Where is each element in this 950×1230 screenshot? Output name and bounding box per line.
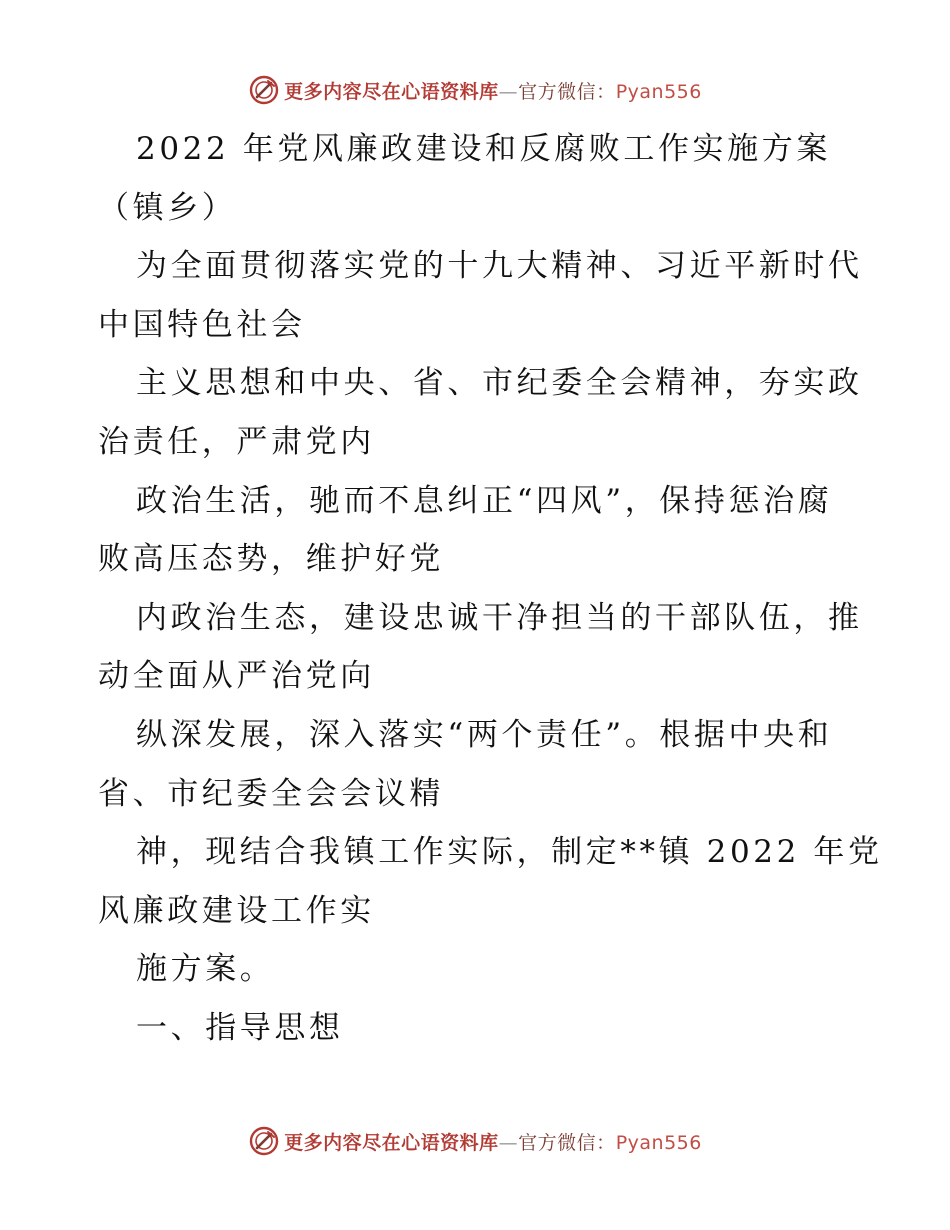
doc-line: 治责任，严肃党内: [98, 423, 375, 460]
doc-line: 政治生活，驰而不息纠正“四风”，保持惩治腐: [136, 482, 833, 519]
doc-title-line: 2022 年党风廉政建设和反腐败工作实施方案: [136, 131, 831, 167]
banner-dash: —: [498, 80, 519, 103]
doc-line: 风廉政建设工作实: [98, 892, 375, 929]
doc-line: 为全面贯彻落实党的十九大精神、习近平新时代: [136, 248, 863, 285]
doc-line: 施方案。: [136, 951, 275, 988]
banner-brand-text: 更多内容尽在心语资料库: [284, 80, 499, 103]
section-heading: 一、指导思想: [136, 1009, 344, 1046]
doc-line: （镇乡）: [98, 189, 237, 226]
stamp-logo-icon: [248, 1125, 280, 1157]
doc-line: 动全面从严治党向: [98, 658, 375, 695]
doc-line: 纵深发展，深入落实“两个责任”。根据中央和: [136, 716, 833, 753]
header-watermark-banner: [0, 70, 950, 110]
banner-wechat-label: 官方微信：: [518, 1131, 616, 1154]
stamp-logo-icon: [248, 74, 280, 106]
doc-line: 中国特色社会: [98, 306, 306, 343]
footer-watermark-banner: [0, 1121, 950, 1161]
doc-line: 主义思想和中央、省、市纪委全会精神，夯实政: [136, 365, 863, 402]
banner-wechat-id: Pyan556: [615, 80, 702, 103]
doc-line: 神，现结合我镇工作实际，制定**镇 2022 年党: [136, 834, 883, 871]
doc-line: 内政治生态，建设忠诚干净担当的干部队伍，推: [136, 599, 863, 636]
banner-dash: —: [498, 1131, 519, 1154]
banner-wechat-label: 官方微信：: [518, 80, 616, 103]
banner-wechat-id: Pyan556: [615, 1131, 702, 1154]
banner-brand-text: 更多内容尽在心语资料库: [284, 1131, 499, 1154]
document-body: [98, 120, 883, 1058]
doc-line: 败高压态势，维护好党: [98, 541, 444, 578]
doc-line: 省、市纪委全会会议精: [98, 775, 444, 812]
